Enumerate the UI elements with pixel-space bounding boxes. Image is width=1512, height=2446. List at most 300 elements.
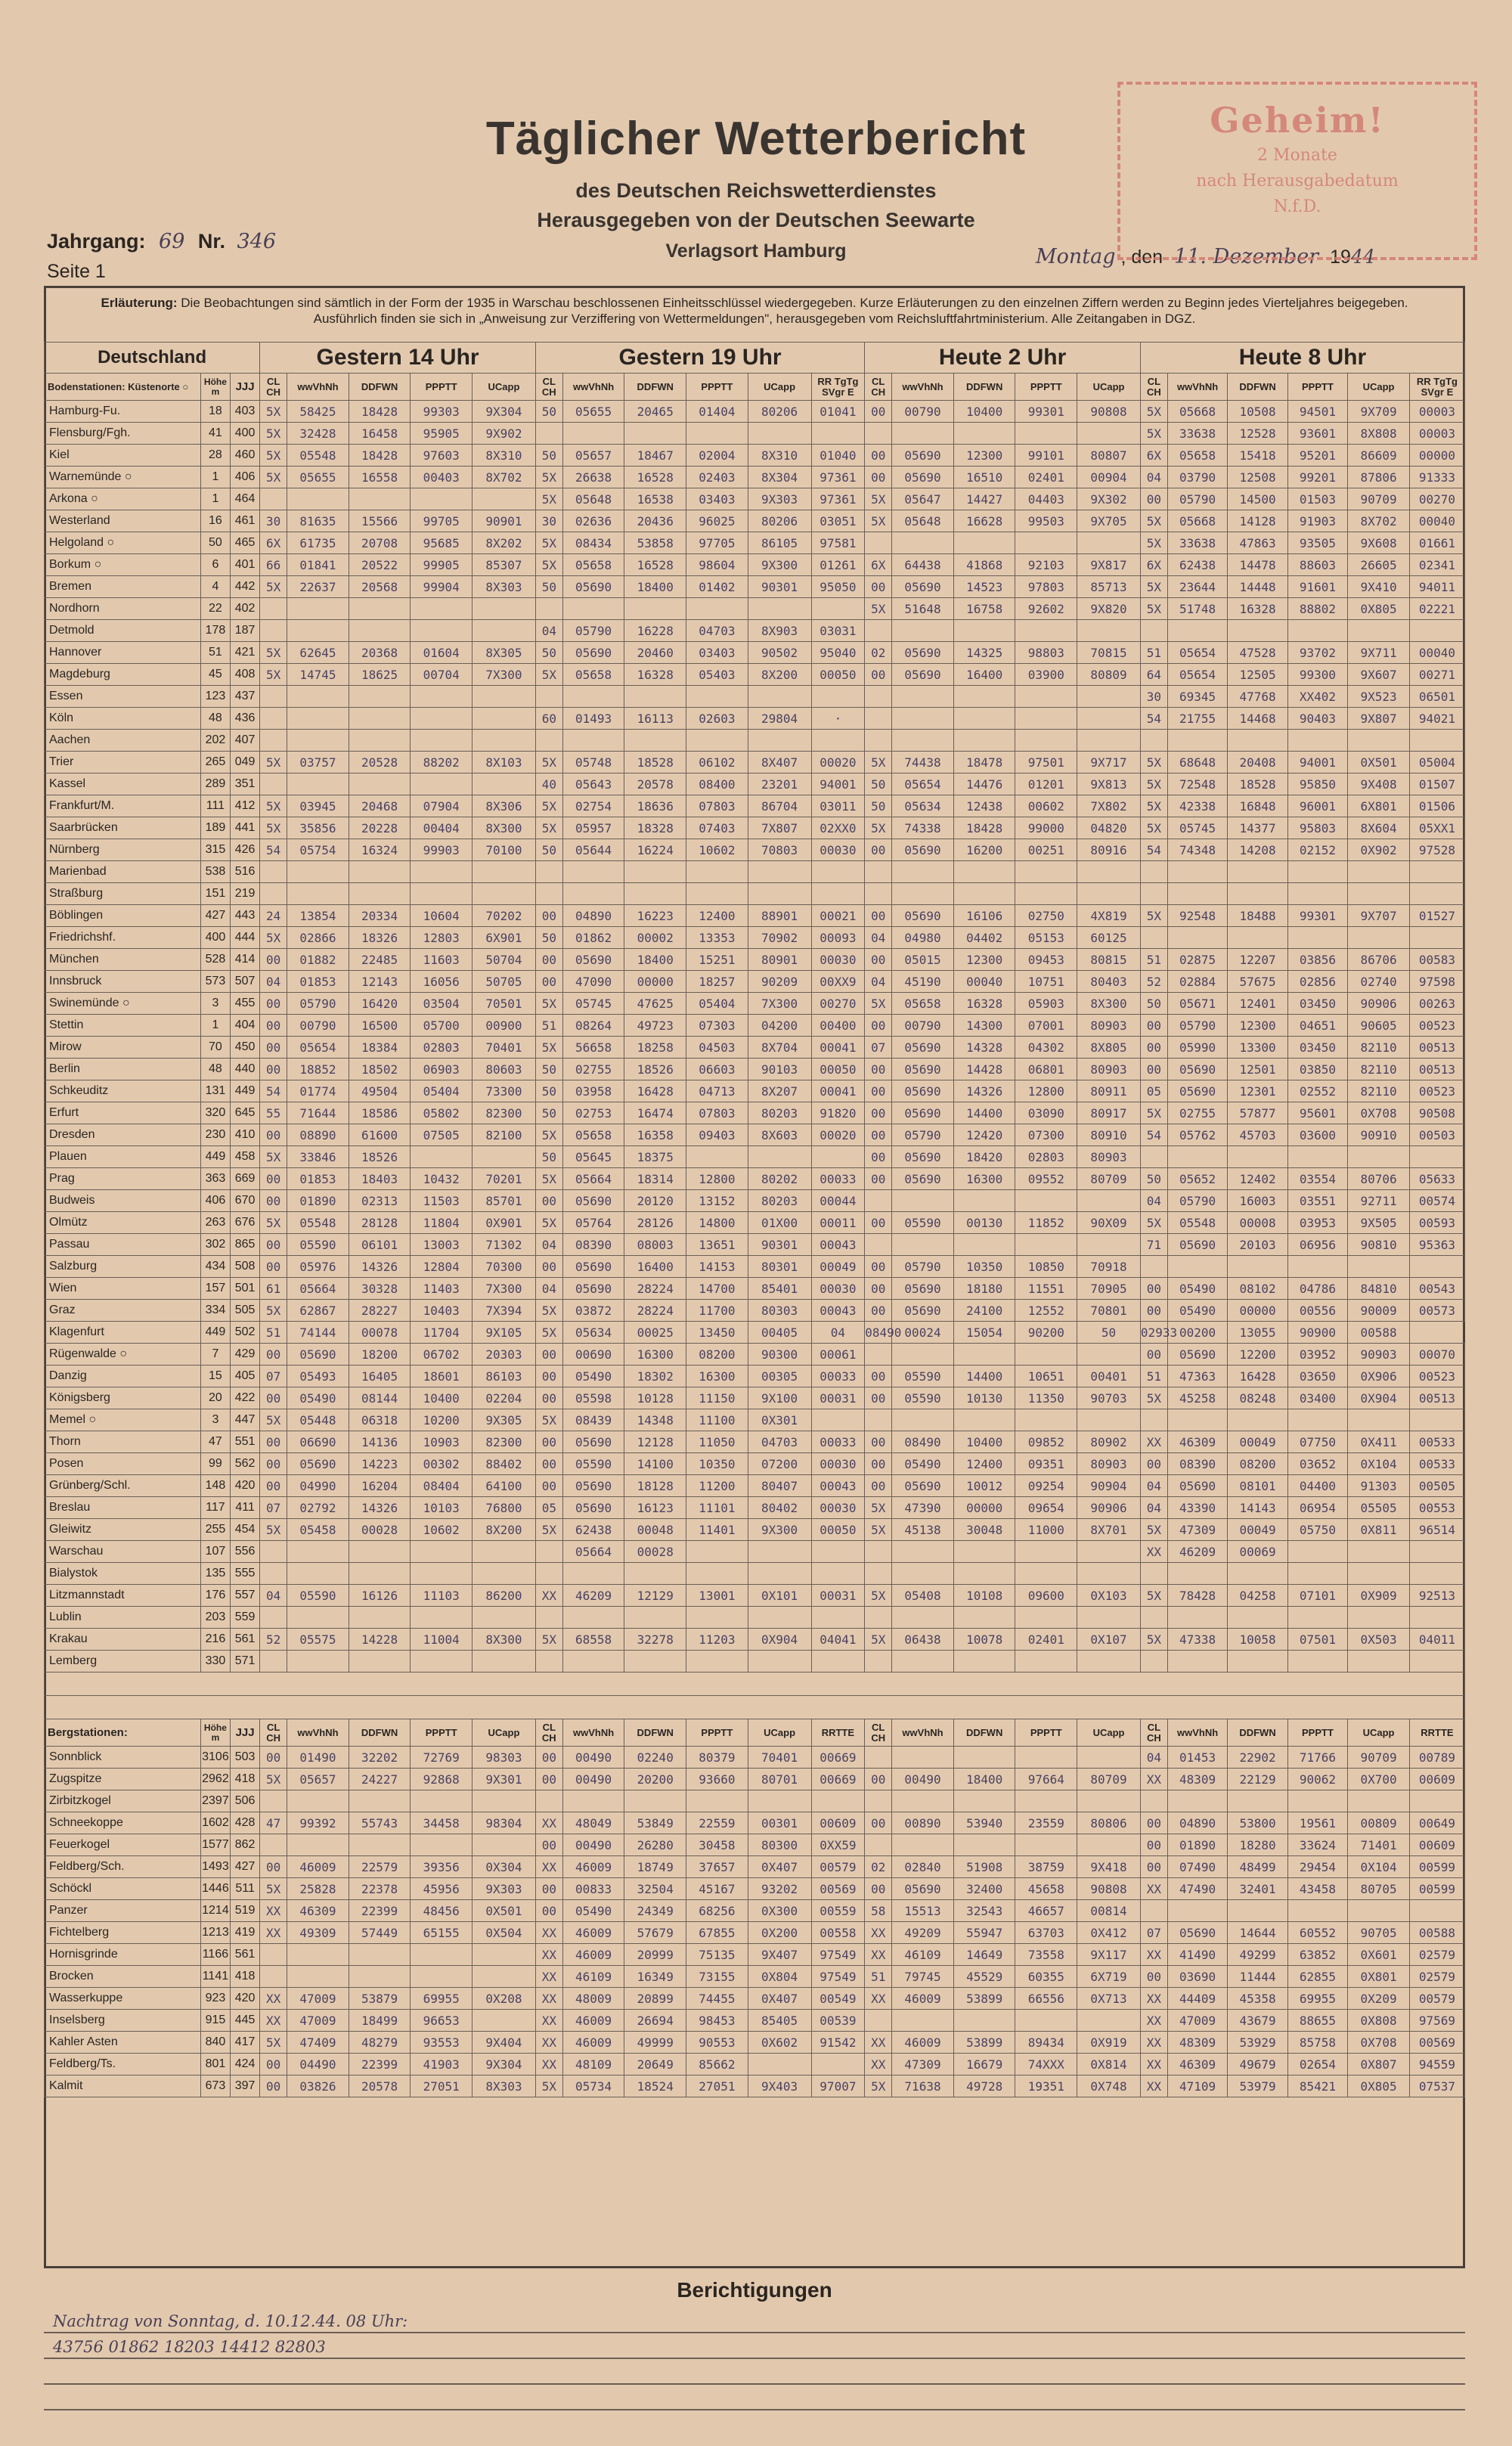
station-id: 404 [231, 1015, 260, 1037]
observation-cell: 09552 [1015, 1168, 1077, 1190]
station-height: 2397 [200, 1790, 230, 1812]
station-height: 255 [200, 1519, 230, 1541]
observation-cell: 07803 [686, 795, 748, 817]
observation-cell: 15513 [892, 1900, 954, 1922]
observation-cell: 00 [865, 1124, 892, 1146]
observation-cell: 8X407 [748, 752, 811, 773]
observation-cell: 16358 [624, 1124, 686, 1146]
observation-cell: 05690 [1167, 1059, 1227, 1080]
table-row [45, 664, 1465, 686]
observation-cell: 02 [865, 1856, 892, 1878]
observation-cell: 90605 [1348, 1015, 1410, 1037]
observation-cell: 00030 [811, 1453, 865, 1475]
observation-cell [865, 1190, 892, 1212]
station-name: Dresden [45, 1124, 201, 1146]
observation-cell: 20120 [624, 1190, 686, 1212]
observation-cell: 12402 [1228, 1168, 1287, 1190]
observation-cell [811, 686, 865, 708]
table-row [45, 1453, 1465, 1475]
station-id: 670 [231, 1190, 260, 1212]
station-id: 556 [231, 1541, 260, 1563]
observation-cell: 47 [260, 1812, 287, 1834]
observation-cell: 12300 [953, 949, 1015, 971]
observation-cell: 8X603 [748, 1124, 811, 1146]
observation-cell: 05654 [1167, 664, 1227, 686]
observation-cell [411, 1563, 472, 1585]
observation-cell: 05690 [1167, 1922, 1227, 1944]
observation-cell: 43390 [1167, 1497, 1227, 1519]
observation-cell: 5X [1140, 401, 1167, 423]
station-id: 437 [231, 686, 260, 708]
observation-cell: 8X604 [1348, 817, 1410, 839]
observation-cell: 85307 [472, 554, 536, 576]
observation-cell [411, 620, 472, 642]
observation-cell: 7X802 [1077, 795, 1141, 817]
observation-cell: 01853 [287, 971, 349, 993]
observation-cell [260, 1966, 287, 1988]
observation-cell [1167, 1256, 1227, 1278]
observation-cell: 7X300 [748, 993, 811, 1015]
observation-cell: 9X707 [1348, 905, 1410, 927]
observation-cell [953, 861, 1015, 883]
station-id: 049 [231, 752, 260, 773]
observation-cell: 5X [535, 467, 562, 488]
observation-cell [1348, 1256, 1410, 1278]
observation-cell [953, 423, 1015, 445]
station-height: 427 [200, 905, 230, 927]
observation-cell: 99392 [287, 1812, 349, 1834]
observation-cell: 05690 [562, 576, 624, 598]
observation-cell: 14649 [953, 1944, 1015, 1966]
observation-cell: 10432 [411, 1168, 472, 1190]
table-row [45, 1966, 1465, 1988]
observation-cell: 00 [260, 1037, 287, 1059]
observation-cell: 67855 [686, 1922, 748, 1944]
observation-cell: 55743 [349, 1812, 411, 1834]
observation-cell: 00 [865, 1059, 892, 1080]
observation-cell: 0X103 [1077, 1585, 1141, 1607]
observation-cell [811, 1146, 865, 1168]
explanation-text: Die Beobachtungen sind sämtlich in der Form der 1935 in Warschau beschlossenen Einheitsschlüssel wiedergegeben. Kurze Erläuterungen zu den einzelnen Ziffern werden zu Beginn jedes Vierteljahres beigegeben. Ausführlich finden sie sich in „Anweisung zur Verziffering von Wettermeldungen", herausgegeben vom Reichsluftfahrtministerium. Alle Zeitangaben in DGZ. [181, 296, 1408, 326]
observation-cell: 05976 [287, 1256, 349, 1278]
station-name: Erfurt [45, 1102, 201, 1124]
observation-cell: 0X748 [1077, 2076, 1141, 2097]
station-height: 230 [200, 1124, 230, 1146]
observation-cell: 18478 [953, 752, 1015, 773]
station-name: Marienbad [45, 861, 201, 883]
table-row [45, 423, 1465, 445]
observation-cell [1167, 1563, 1227, 1585]
observation-cell: 9X105 [472, 1322, 536, 1344]
observation-cell: 03600 [1287, 1124, 1347, 1146]
observation-cell [1409, 883, 1464, 905]
station-id: 400 [231, 423, 260, 445]
berg-column-header-19: UCapp [748, 1719, 811, 1747]
observation-cell: 00833 [562, 1878, 624, 1900]
observation-cell: 85405 [748, 2010, 811, 2032]
observation-cell: 14700 [686, 1278, 748, 1300]
observation-cell: 01527 [1409, 905, 1464, 927]
observation-cell: 47390 [892, 1497, 954, 1519]
observation-cell: 18257 [686, 971, 748, 993]
observation-cell: 00704 [411, 664, 472, 686]
observation-cell: 05448 [287, 1409, 349, 1431]
observation-cell: 74455 [686, 1988, 748, 2010]
observation-cell: 80301 [748, 1256, 811, 1278]
observation-cell: 8X304 [748, 467, 811, 488]
observation-cell: 04 [865, 971, 892, 993]
observation-cell: 05598 [562, 1387, 624, 1409]
observation-cell: 15054 [953, 1322, 1015, 1344]
observation-cell: 14326 [349, 1256, 411, 1278]
observation-cell: 80806 [1077, 1812, 1141, 1834]
observation-cell: 05658 [892, 993, 954, 1015]
observation-cell: 00890 [892, 1812, 954, 1834]
observation-cell: 5X [260, 423, 287, 445]
station-name: Zugspitze [45, 1769, 201, 1790]
observation-cell: 9X303 [748, 488, 811, 510]
observation-cell: 95601 [1287, 1102, 1347, 1124]
station-id: 411 [231, 1497, 260, 1519]
observation-cell: 05634 [892, 795, 954, 817]
station-id: 455 [231, 993, 260, 1015]
station-id: 511 [231, 1878, 260, 1900]
observation-cell: 00 [535, 1190, 562, 1212]
station-name: Feldberg/Ts. [45, 2054, 201, 2076]
observation-cell [1287, 1790, 1347, 1812]
observation-cell [472, 686, 536, 708]
observation-cell: 16106 [953, 905, 1015, 927]
station-height: 117 [200, 1497, 230, 1519]
observation-cell: 00028 [624, 1541, 686, 1563]
observation-cell [953, 883, 1015, 905]
observation-cell: 43458 [1287, 1878, 1347, 1900]
column-header-02: PPPTT [1015, 374, 1077, 401]
observation-cell: 80403 [1077, 971, 1141, 993]
observation-cell: 10400 [411, 1387, 472, 1409]
observation-cell: 05690 [892, 1278, 954, 1300]
table-row [45, 401, 1465, 423]
observation-cell: 46009 [562, 1922, 624, 1944]
observation-cell: 18625 [349, 664, 411, 686]
observation-cell: 90808 [1077, 401, 1141, 423]
observation-cell [287, 1563, 349, 1585]
observation-cell: 13001 [686, 1585, 748, 1607]
observation-cell: 20568 [349, 576, 411, 598]
observation-cell: 18420 [953, 1146, 1015, 1168]
observation-cell: 92711 [1348, 1190, 1410, 1212]
observation-cell: 22637 [287, 576, 349, 598]
observation-cell: 04713 [686, 1080, 748, 1102]
station-name: Fichtelberg [45, 1922, 201, 1944]
observation-cell: 05490 [562, 1900, 624, 1922]
observation-cell: 70905 [1077, 1278, 1141, 1300]
station-id: 508 [231, 1256, 260, 1278]
observation-cell: 15251 [686, 949, 748, 971]
observation-cell: 16405 [349, 1366, 411, 1387]
station-id: 417 [231, 2032, 260, 2054]
observation-cell: 5X [535, 1124, 562, 1146]
observation-cell: 5X [260, 1409, 287, 1431]
observation-cell: 80203 [748, 1102, 811, 1124]
station-height: 840 [200, 2032, 230, 2054]
observation-cell: 10903 [411, 1431, 472, 1453]
observation-cell: 03850 [1287, 1059, 1347, 1080]
observation-cell: 55 [260, 1102, 287, 1124]
observation-cell: 57877 [1228, 1102, 1287, 1124]
berg-column-header-08: wwVhNh [1167, 1719, 1227, 1747]
observation-cell: 71302 [472, 1234, 536, 1256]
observation-cell: 05590 [892, 1212, 954, 1234]
observation-cell: 16228 [624, 620, 686, 642]
observation-cell: 18467 [624, 445, 686, 467]
station-height: 148 [200, 1475, 230, 1497]
observation-cell: 02552 [1287, 1080, 1347, 1102]
observation-cell: 05748 [562, 752, 624, 773]
observation-cell [624, 1563, 686, 1585]
column-header-19: CL CH [535, 374, 562, 401]
observation-cell: 07 [260, 1497, 287, 1519]
table-row [45, 1124, 1465, 1146]
observation-cell: 5X [260, 642, 287, 664]
observation-cell: 00270 [811, 993, 865, 1015]
observation-cell: 05690 [892, 1059, 954, 1080]
observation-cell: 0X501 [472, 1900, 536, 1922]
observation-cell: 16458 [349, 423, 411, 445]
observation-cell: 50 [1077, 1322, 1141, 1344]
table-row [45, 1475, 1465, 1497]
spacer-cell [45, 1673, 1465, 1696]
observation-cell [287, 488, 349, 510]
observation-cell: 12804 [411, 1256, 472, 1278]
observation-cell [287, 1944, 349, 1966]
observation-cell: 15566 [349, 510, 411, 532]
observation-cell: 95201 [1287, 445, 1347, 467]
table-row [45, 620, 1465, 642]
station-name: Passau [45, 1234, 201, 1256]
observation-cell: 05734 [562, 2076, 624, 2097]
observation-cell: 68558 [562, 1629, 624, 1651]
observation-cell: 53940 [953, 1812, 1015, 1834]
table-row [45, 861, 1465, 883]
observation-cell: 16528 [624, 467, 686, 488]
observation-cell [953, 1234, 1015, 1256]
observation-cell: 45167 [686, 1878, 748, 1900]
observation-cell [535, 423, 562, 445]
observation-cell [1015, 1651, 1077, 1673]
table-row [45, 1790, 1465, 1812]
table-row [45, 1585, 1465, 1607]
observation-cell: 07300 [1015, 1124, 1077, 1146]
station-id: 419 [231, 1922, 260, 1944]
observation-cell [1167, 883, 1227, 905]
station-name: Bremen [45, 576, 201, 598]
observation-cell [865, 1790, 892, 1812]
observation-cell [1077, 620, 1141, 642]
observation-cell: 80709 [1077, 1168, 1141, 1190]
station-height: 302 [200, 1234, 230, 1256]
station-name: Warnemünde ○ [45, 467, 201, 488]
observation-cell: 23559 [1015, 1812, 1077, 1834]
observation-cell: 16400 [624, 1256, 686, 1278]
observation-cell: 04011 [1409, 1629, 1464, 1651]
observation-cell: 5X [260, 1212, 287, 1234]
observation-cell: 05790 [1167, 488, 1227, 510]
observation-cell: 20303 [472, 1344, 536, 1366]
station-height: 131 [200, 1080, 230, 1102]
observation-cell: 00 [1140, 1278, 1167, 1300]
station-id: 407 [231, 730, 260, 752]
observation-cell: 55947 [953, 1922, 1015, 1944]
observation-cell: 00 [260, 949, 287, 971]
observation-cell: 91333 [1409, 467, 1464, 488]
region-header: Deutschland [45, 343, 260, 374]
station-height: 216 [200, 1629, 230, 1651]
observation-cell: 30 [260, 510, 287, 532]
station-height: 449 [200, 1322, 230, 1344]
observation-cell: 00 [865, 664, 892, 686]
observation-cell: 33846 [287, 1146, 349, 1168]
observation-cell [892, 2010, 954, 2032]
station-column-header: Bodenstationen: Küstenorte ○ [45, 374, 201, 401]
observation-cell [535, 1790, 562, 1812]
observation-cell: 00030 [811, 1278, 865, 1300]
observation-cell: 20334 [349, 905, 411, 927]
observation-cell: 0X104 [1348, 1453, 1410, 1475]
station-id: 571 [231, 1651, 260, 1673]
observation-cell: 00 [260, 1190, 287, 1212]
station-height: 406 [200, 1190, 230, 1212]
observation-cell: 05648 [892, 510, 954, 532]
observation-cell: 05802 [411, 1102, 472, 1124]
observation-cell: 05590 [287, 1234, 349, 1256]
station-id: 436 [231, 708, 260, 730]
observation-cell: 02875 [1167, 949, 1227, 971]
observation-cell [748, 686, 811, 708]
observation-cell: 5X [535, 1629, 562, 1651]
observation-cell: 04 [535, 1278, 562, 1300]
observation-cell: 04400 [1287, 1475, 1347, 1497]
observation-cell: 18528 [624, 752, 686, 773]
observation-cell: 05690 [892, 1102, 954, 1124]
observation-cell: 52 [1140, 971, 1167, 993]
observation-cell: 16758 [953, 598, 1015, 620]
observation-cell: 02240 [624, 1747, 686, 1769]
observation-cell: 16126 [349, 1585, 411, 1607]
observation-cell [865, 2010, 892, 2032]
station-height: 48 [200, 708, 230, 730]
observation-cell [1077, 1834, 1141, 1856]
observation-cell: XX [1140, 1431, 1167, 1453]
berg-column-header-08: UCapp [1348, 1719, 1410, 1747]
observation-cell: 86704 [748, 795, 811, 817]
observation-cell: 00048 [624, 1519, 686, 1541]
observation-cell: 00049 [1228, 1519, 1287, 1541]
observation-cell: 10508 [1228, 401, 1287, 423]
observation-cell: 01841 [287, 554, 349, 576]
observation-cell: 13300 [1228, 1037, 1287, 1059]
observation-cell: 60 [535, 708, 562, 730]
observation-cell: 70201 [472, 1168, 536, 1190]
observation-cell: 21755 [1167, 708, 1227, 730]
observation-cell: 03757 [287, 752, 349, 773]
observation-cell: 0X807 [1348, 2054, 1410, 2076]
observation-cell: XX [865, 1922, 892, 1944]
observation-cell: 18428 [349, 401, 411, 423]
observation-cell: 01261 [811, 554, 865, 576]
observation-cell: 00 [1140, 1015, 1167, 1037]
observation-cell [1287, 883, 1347, 905]
table-row [45, 1366, 1465, 1387]
observation-cell [748, 1790, 811, 1812]
observation-cell: 54 [1140, 839, 1167, 861]
observation-cell: XX [535, 1812, 562, 1834]
station-name: Grünberg/Schl. [45, 1475, 201, 1497]
observation-cell: 05690 [892, 642, 954, 664]
observation-cell: 00002 [624, 927, 686, 949]
observation-cell: 14326 [349, 1497, 411, 1519]
observation-cell: 19351 [1015, 2076, 1077, 2097]
station-id: 557 [231, 1585, 260, 1607]
page-title: Täglicher Wetterbericht [485, 113, 1027, 165]
observation-cell: 90906 [1077, 1497, 1141, 1519]
observation-cell: 30 [535, 510, 562, 532]
station-id: 865 [231, 1234, 260, 1256]
observation-cell: 06801 [1015, 1059, 1077, 1080]
observation-cell: XX [535, 2054, 562, 2076]
table-row [45, 1300, 1465, 1322]
observation-cell: 14468 [1228, 708, 1287, 730]
year-printed: 19 [1330, 246, 1351, 268]
station-name: Hornisgrinde [45, 1944, 201, 1966]
observation-cell: 96514 [1409, 1519, 1464, 1541]
observation-cell [624, 883, 686, 905]
observation-cell: 05004 [1409, 752, 1464, 773]
observation-cell: 0X412 [1077, 1922, 1141, 1944]
observation-cell [287, 1541, 349, 1563]
observation-cell: 00030 [811, 1497, 865, 1519]
observation-cell: 95363 [1409, 1234, 1464, 1256]
observation-cell: 80901 [748, 949, 811, 971]
observation-cell [811, 1607, 865, 1629]
observation-cell: 51908 [953, 1856, 1015, 1878]
observation-cell: 5X [1140, 532, 1167, 554]
observation-cell: 00404 [411, 817, 472, 839]
observation-cell: 12143 [349, 971, 411, 993]
observation-cell: 05668 [1167, 401, 1227, 423]
observation-cell: 07 [865, 1037, 892, 1059]
observation-cell: 03650 [1287, 1366, 1347, 1387]
observation-cell [748, 1607, 811, 1629]
observation-cell: 05957 [562, 817, 624, 839]
observation-cell [1077, 1344, 1141, 1366]
observation-cell [349, 598, 411, 620]
observation-cell [1140, 861, 1167, 883]
observation-cell: 97664 [1015, 1769, 1077, 1790]
observation-cell: 00050 [811, 1059, 865, 1080]
observation-cell: 5X [535, 1322, 562, 1344]
observation-cell: 12505 [1228, 664, 1287, 686]
observation-cell: 05015 [892, 949, 954, 971]
observation-cell: 05790 [562, 620, 624, 642]
observation-cell: 05990 [1167, 1037, 1227, 1059]
station-id: 551 [231, 1431, 260, 1453]
observation-cell: 0X208 [472, 1988, 536, 2010]
observation-cell: 95803 [1287, 817, 1347, 839]
station-height: 70 [200, 1037, 230, 1059]
observation-cell [892, 1190, 954, 1212]
observation-cell [624, 730, 686, 752]
